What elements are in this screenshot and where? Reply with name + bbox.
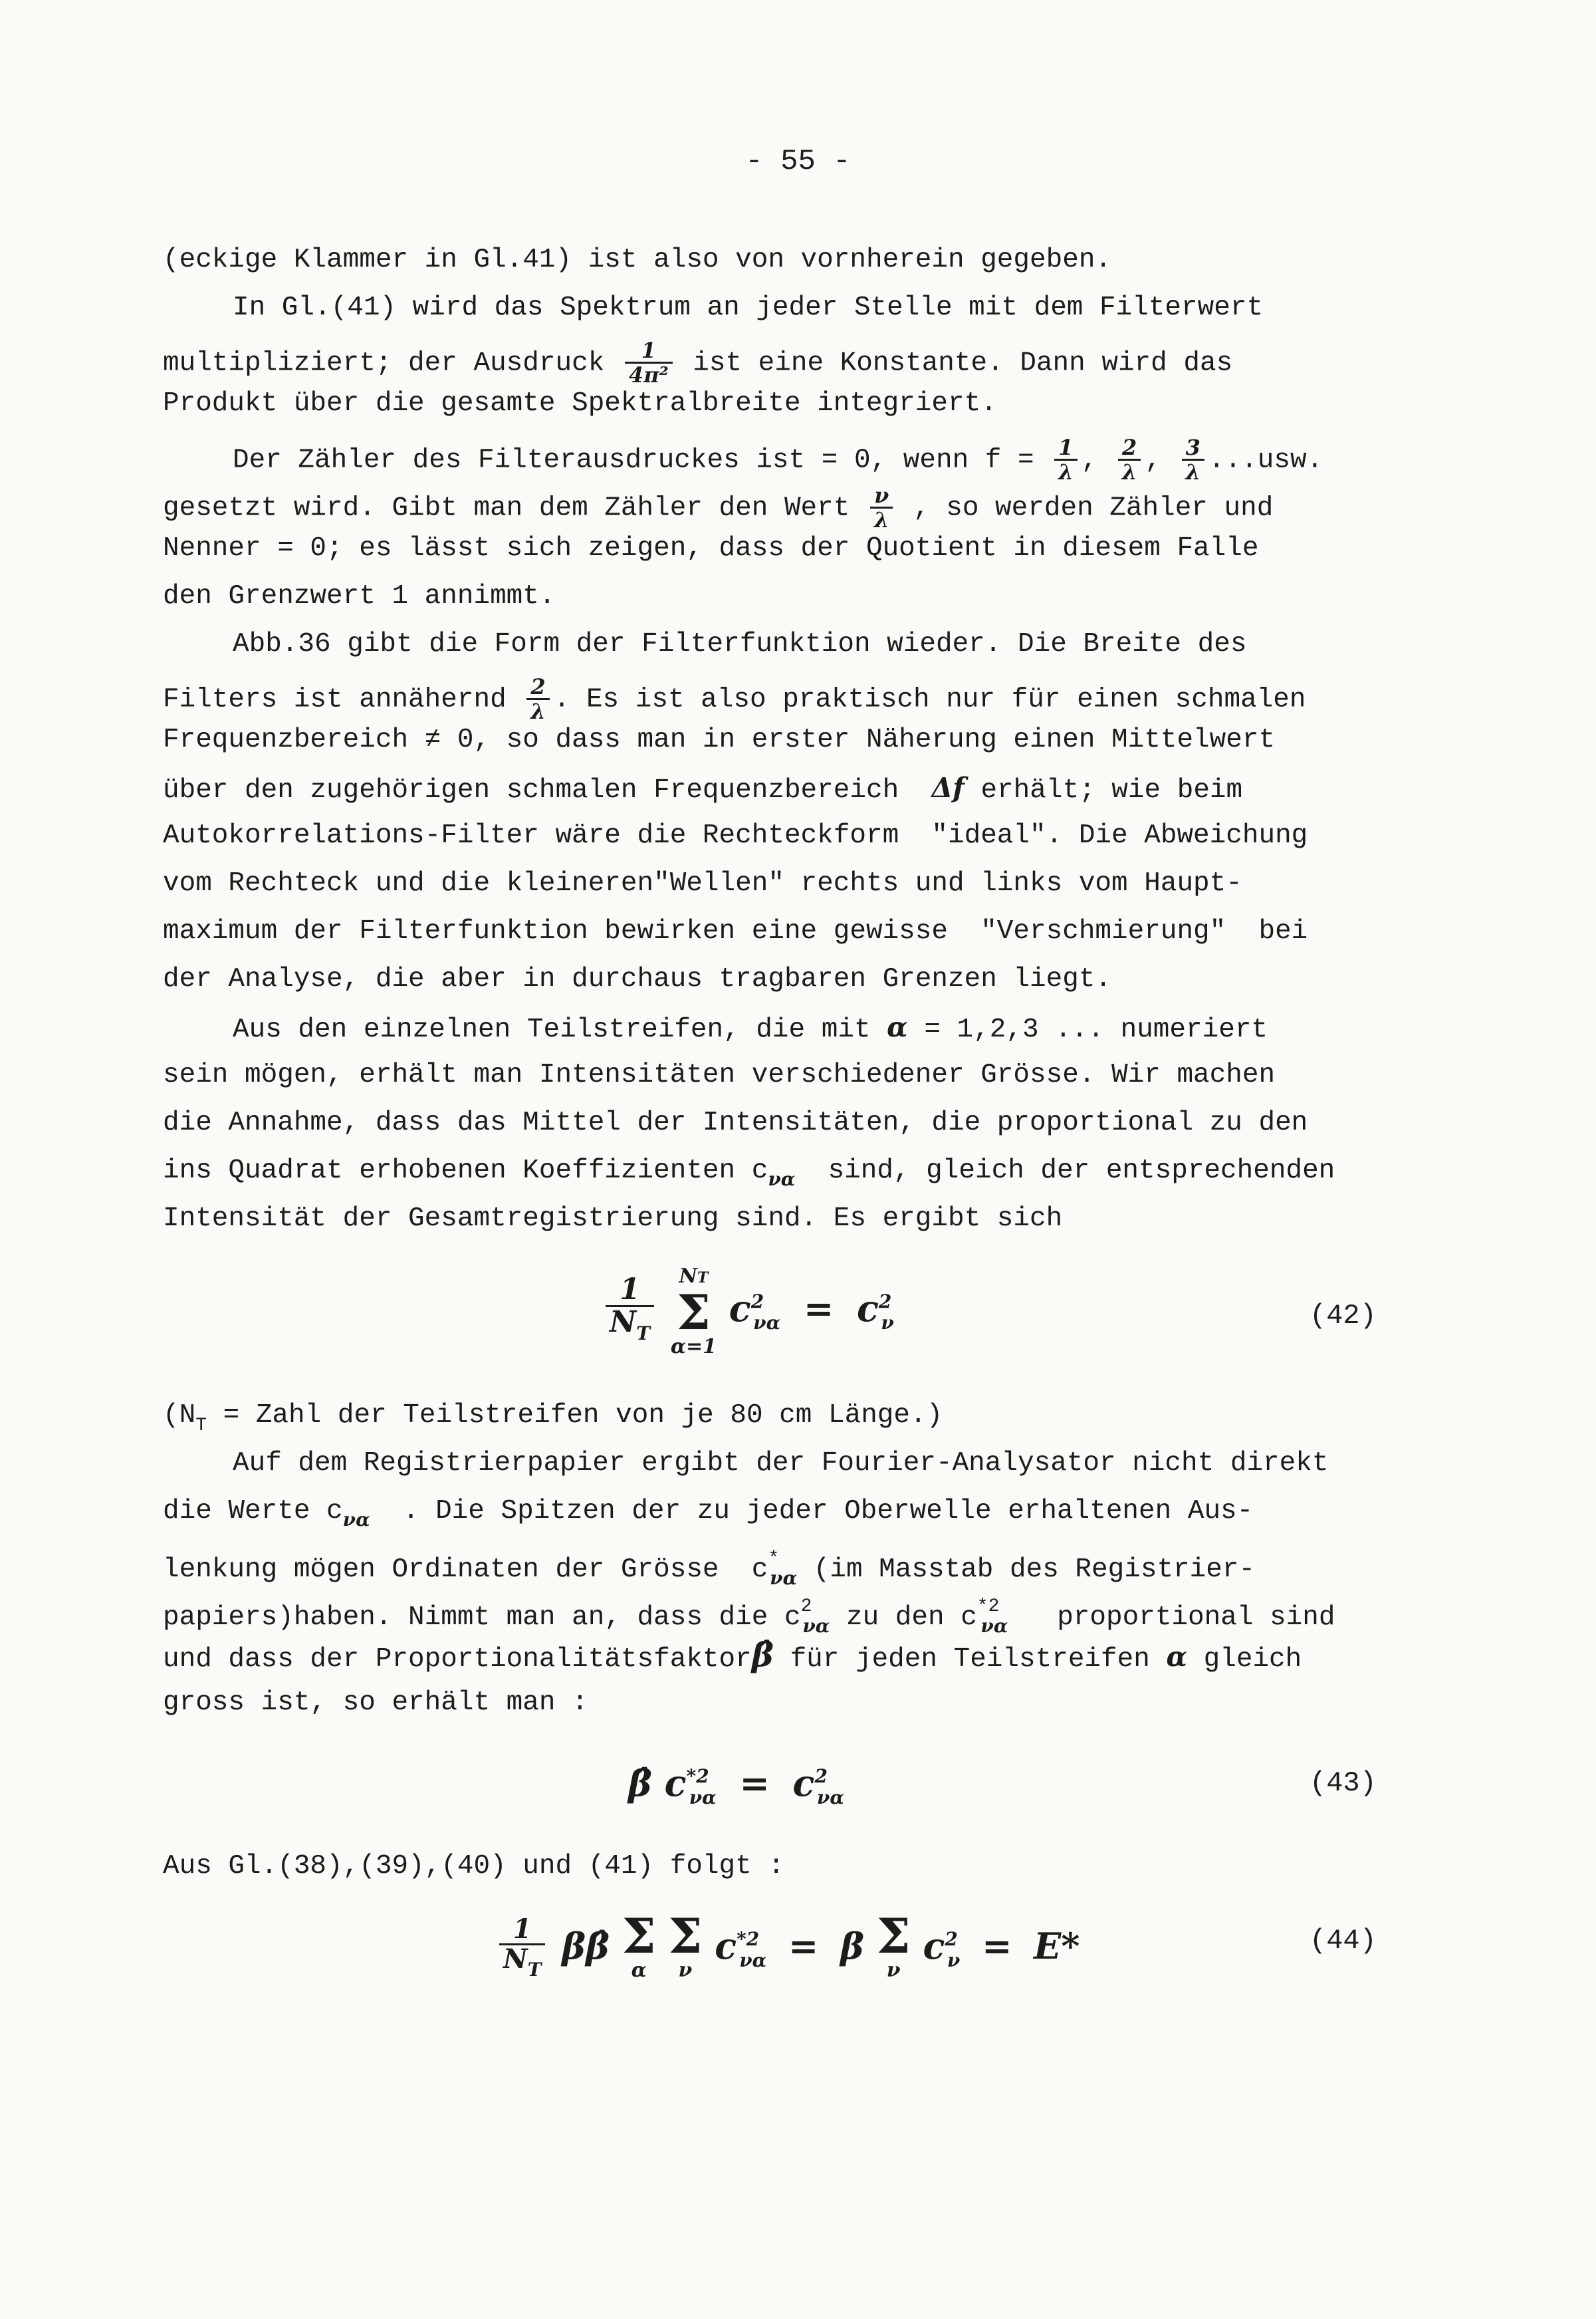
text-line: ($N_T$ = Zahl der Teilstreifen von je 80 cm Länge.) — [163, 1400, 943, 1436]
text-line: Abb.36 gibt die Form der Filterfunktion wieder. Die Breite des — [233, 629, 1247, 660]
text-line: In Gl.(41) wird das Spektrum an jeder Stelle mit dem Filterwert — [233, 293, 1264, 323]
text-line: vom Rechteck und die kleineren"Wellen" rechts und links vom Haupt- — [163, 868, 1242, 899]
text-line: die Werte $c_{\nu\alpha}$ . Die Spitzen der zu jeder Oberwelle erhaltenen Aus- — [163, 1496, 1254, 1530]
text-line: der Analyse, die aber in durchaus tragbaren Grenzen liegt. — [163, 964, 1112, 995]
text-line: papiers)haben. Nimmt man an, dass die $c^2_{\nu\alpha}$ zu den $c^{*2}_{\nu\alpha}$ proportional sind — [163, 1596, 1335, 1637]
text-line: Aus Gl.(38),(39),(40) und (41) folgt : — [163, 1851, 784, 1882]
text-line: über den zugehörigen schmalen Frequenzbereich Δf erhält; wie beim — [163, 772, 1243, 806]
text-line: Nenner = 0; es lässt sich zeigen, dass der Quotient in diesem Falle — [163, 533, 1259, 564]
text-line: den Grenzwert 1 annimmt. — [163, 581, 556, 612]
delta-f-symbol: Δf — [931, 772, 965, 804]
fraction-one-over-NT: $\frac{1}{N_T}$ — [499, 1915, 545, 1984]
summation-nu: Σ ν — [668, 1907, 703, 1982]
fraction-three-over-lambda: $\frac{3}{\lambda}$ — [1182, 436, 1204, 483]
text-line: die Annahme, dass das Mittel der Intensitäten, die proportional zu den — [163, 1108, 1308, 1138]
text-line: Intensität der Gesamtregistrierung sind. Es ergibt sich — [163, 1203, 1063, 1234]
text-line: Autokorrelations-Filter wäre die Rechteckform "ideal". Die Abweichung — [163, 820, 1308, 851]
page-number: - 55 - — [745, 145, 851, 178]
text-line: und dass der Proportionalitätsfaktorβ̂ für jeden Teilstreifen α gleich — [163, 1635, 1302, 1675]
text-fragment: multipliziert; der Ausdruck — [163, 348, 605, 379]
equation-number-44: (44) — [1310, 1925, 1377, 1957]
text-line: sein mögen, erhält man Intensitäten verschiedener Grösse. Wir machen — [163, 1060, 1276, 1090]
text-line: gross ist, so erhält man : — [163, 1687, 588, 1718]
summation: NT Σ α=1 — [670, 1265, 717, 1358]
summation-nu: Σ ν — [876, 1907, 911, 1982]
text-line: lenkung mögen Ordinaten der Grösse $c^*_{\nu\alpha}$ (im Masstab des Registrier- — [163, 1548, 1256, 1589]
equation-43: β̂ $c^{*2}_{\nu\alpha} = c^2_{\nu\alpha}$ — [628, 1762, 844, 1808]
text-line: (eckige Klammer in Gl.41) ist also von vornherein gegeben. — [163, 245, 1112, 275]
fraction-one-over-lambda: $\frac{1}{\lambda}$ — [1054, 436, 1077, 483]
text-line: Produkt über die gesamte Spektralbreite integriert. — [163, 388, 997, 419]
text-line: Filters ist annähernd $\frac{2}{\lambda}$ . Es ist also praktisch nur für einen schmalen — [163, 674, 1306, 724]
beta-hat-symbol: β̂ — [751, 1635, 774, 1674]
text-line — [163, 339, 1232, 386]
summation-alpha: Σ α — [622, 1907, 656, 1982]
fraction-nu-over-lambda: $\frac{\nu}{\lambda}$ — [870, 484, 893, 531]
alpha-symbol: α — [887, 1011, 908, 1043]
text-line: Aus den einzelnen Teilstreifen, die mit α = 1,2,3 ... numeriert — [233, 1011, 1268, 1045]
text-line: Auf dem Registrierpapier ergibt der Fourier-Analysator nicht direkt — [233, 1448, 1329, 1479]
text-fragment: ist eine Konstante. Dann wird das — [693, 348, 1233, 379]
text-line: Frequenzbereich ≠ 0, so dass man in erster Näherung einen Mittelwert — [163, 725, 1276, 755]
equation-number-42: (42) — [1310, 1300, 1377, 1332]
equation-number-43: (43) — [1310, 1767, 1377, 1799]
equation-42: $\frac{1}{N_T}$ NT Σ α=1 $c^2_{\nu\alpha} = c^2_\nu$ — [602, 1263, 894, 1360]
fraction-one-over-NT: $\frac{1}{N_T}$ — [606, 1275, 654, 1349]
text-line: gesetzt wird. Gibt man dem Zähler den Wert $\frac{\nu}{\lambda}$ , so werden Zähler und — [163, 483, 1274, 533]
equation-44: $\frac{1}{N_T}$ ββ̂ Σ α Σ ν $c^{*2}_{\nu\alpha} = \beta$ Σ ν $c^2_\nu = E*$ — [495, 1915, 1080, 1984]
text-line: ins Quadrat erhobenen Koeffizienten $c_{\nu\alpha}$ sind, gleich der entsprechenden — [163, 1156, 1335, 1190]
text-line: Der Zähler des Filterausdruckes ist = 0, wenn f = $\frac{1}{\lambda}$ , $\frac{2}{\lambda}$ , $\frac{3}{\lambda}$ ...usw. — [233, 435, 1323, 485]
alpha-symbol: α — [1166, 1641, 1188, 1673]
fraction-two-over-lambda: $\frac{2}{\lambda}$ — [526, 675, 549, 723]
fraction-one-over-four-pi-squared: $\frac{1}{\text{4π²}}$ — [625, 339, 673, 386]
fraction-two-over-lambda: $\frac{2}{\lambda}$ — [1118, 436, 1141, 483]
text-line: maximum der Filterfunktion bewirken eine gewisse "Verschmierung" bei — [163, 916, 1308, 947]
